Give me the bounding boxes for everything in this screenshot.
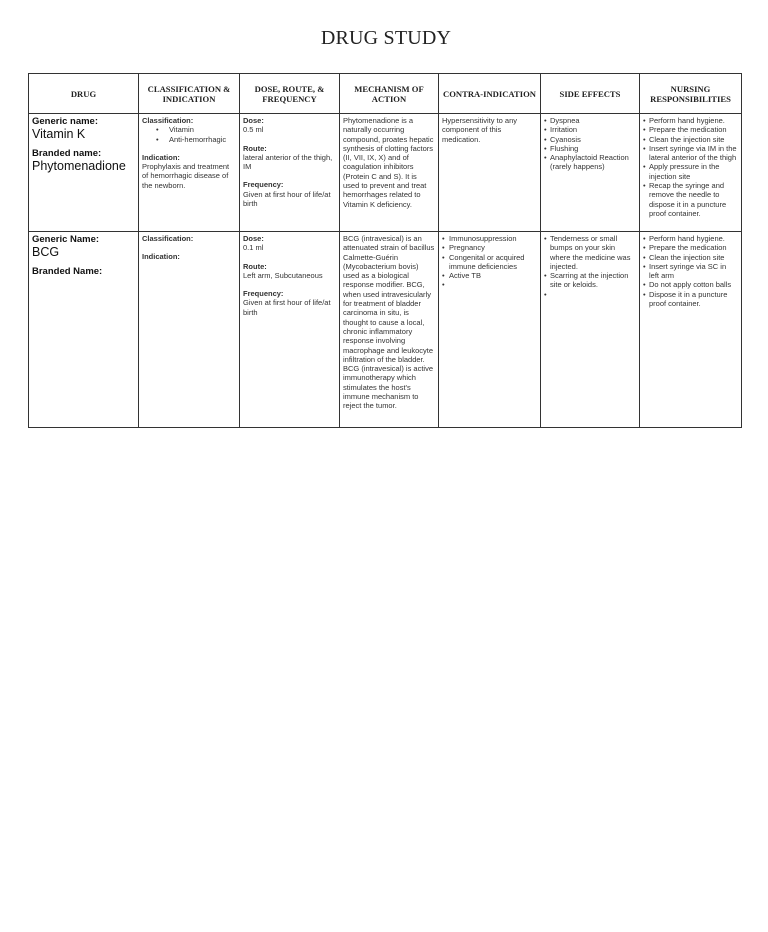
dose-value: 0.5 ml	[243, 125, 264, 135]
list-item: • Perform hand hygiene.	[643, 234, 738, 243]
list-item: • Prepare the medication	[643, 125, 738, 134]
header-nursing: NURSING RESPONSIBILITIES	[640, 74, 742, 114]
classification-cell	[139, 232, 240, 428]
side-effects-cell	[541, 232, 640, 428]
list-item: • Anaphylactoid Reaction (rarely happens)	[544, 153, 636, 172]
list-item: • Do not apply cotton balls	[643, 280, 738, 289]
contraindication-cell: Hypersensitivity to any component of this medication.	[439, 114, 541, 232]
list-item: • Clean the injection site	[643, 135, 738, 144]
generic-name-value: BCG	[32, 245, 60, 259]
frequency-value: Given at first hour of life/at birth	[243, 298, 331, 317]
dose-label: Dose:	[243, 234, 264, 243]
list-item: • Vitamin	[142, 125, 236, 134]
side-effects-list	[544, 234, 636, 290]
list-item: • Dyspnea	[544, 116, 636, 125]
list-item: • Irritation	[544, 125, 636, 134]
list-item: • Active TB	[442, 271, 537, 280]
branded-name-label: Branded name:	[32, 148, 102, 159]
dose-value: 0.1 ml	[243, 243, 264, 253]
header-dose: DOSE, ROUTE, & FREQUENCY	[240, 74, 340, 114]
route-label: Route:	[243, 143, 267, 153]
indication-label: Indication:	[142, 252, 180, 262]
page-title: DRUG STUDY	[320, 27, 452, 49]
indication-label: Indication:	[142, 152, 180, 162]
nursing-list	[643, 116, 738, 218]
generic-name-label: Generic Name:	[32, 234, 100, 245]
drug-study-table	[28, 73, 742, 428]
drug-cell	[29, 114, 139, 232]
dose-label: Dose:	[243, 116, 264, 125]
nursing-list	[643, 234, 738, 308]
header-side-effects: SIDE EFFECTS	[541, 74, 640, 114]
route-value: Left arm, Subcutaneous	[243, 270, 323, 280]
frequency-label: Frequency:	[243, 289, 284, 299]
list-item: • Tenderness or small bumps on your skin where the medicine was injected.	[544, 234, 636, 271]
list-item: • Cyanosis	[544, 135, 636, 144]
table-row	[29, 114, 742, 232]
generic-name-label: Generic name:	[32, 116, 98, 127]
mechanism-cell: Phytomenadione is a naturally occurring compound, proates hepatic synthesis of clotting factors (II, VII, IX, X) and of coagulation inhibitors (Protein C and S). It is used to prevent and treat hemorrhages related to Vitamin K deficiency.	[340, 114, 439, 232]
list-item: • Recap the syringe and remove the needle to dispose it in a puncture proof container.	[643, 181, 738, 218]
header-row	[29, 74, 742, 114]
classification-cell	[139, 114, 240, 232]
list-item: • Flushing	[544, 144, 636, 153]
list-item: • Pregnancy	[442, 243, 537, 252]
list-item: • Congenital or acquired immune deficiencies	[442, 253, 537, 272]
route-label: Route:	[243, 261, 267, 271]
side-effects-list	[544, 116, 636, 172]
mechanism-cell: BCG (intravesical) is an attenuated strain of bacillus Calmette-Guérin (Mycobacterium bovis) used as a biological response modifier. BCG, when used intravesicularly for treatment of bladder carcinoma in situ, is thought to cause a local, chronic inflammatory response involving macrophage and leukocyte infiltration of the bladder. BCG (intravesical) is active immunotherapy which stimulates the host's immune mechanism to reject the tumor.	[340, 232, 439, 428]
list-item: • Prepare the medication	[643, 243, 738, 252]
list-item: • Insert syringe via SC in left arm	[643, 262, 738, 281]
contraindication-list	[442, 234, 537, 280]
frequency-label: Frequency:	[243, 180, 284, 190]
header-contraindication: CONTRA-INDICATION	[439, 74, 541, 114]
frequency-value: Given at first hour of life/at birth	[243, 189, 331, 209]
list-item: • Scarring at the injection site or keloids.	[544, 271, 636, 290]
classification-label: Classification:	[142, 116, 194, 125]
header-drug: DRUG	[29, 74, 139, 114]
list-item: • Anti-hemorrhagic	[142, 135, 236, 144]
nursing-cell	[640, 114, 742, 232]
table-row	[29, 232, 742, 428]
nursing-cell	[640, 232, 742, 428]
header-classification: CLASSIFICATION & INDICATION	[139, 74, 240, 114]
indication-text: Prophylaxis and treatment of hemorrhagic disease of the newborn.	[142, 162, 230, 190]
generic-name-value: Vitamin K	[32, 127, 86, 141]
classification-label: Classification:	[142, 234, 194, 243]
dose-cell	[240, 114, 340, 232]
list-item: • Clean the injection site	[643, 253, 738, 262]
list-item: • Dispose it in a puncture proof container.	[643, 290, 738, 309]
dose-cell	[240, 232, 340, 428]
side-effects-cell	[541, 114, 640, 232]
contraindication-cell	[439, 232, 541, 428]
list-item: • Immunosuppression	[442, 234, 537, 243]
drug-cell	[29, 232, 139, 428]
branded-name-label: Branded Name:	[32, 266, 103, 277]
classification-list	[142, 125, 236, 144]
branded-name-value: Phytomenadione	[32, 159, 126, 173]
list-item: • Insert syringe via IM in the lateral anterior of the thigh	[643, 144, 738, 163]
header-mechanism: MECHANISM OF ACTION	[340, 74, 439, 114]
route-value: lateral anterior of the thigh, IM	[243, 152, 333, 172]
list-item: • Perform hand hygiene.	[643, 116, 738, 125]
list-item: • Apply pressure in the injection site	[643, 162, 738, 181]
